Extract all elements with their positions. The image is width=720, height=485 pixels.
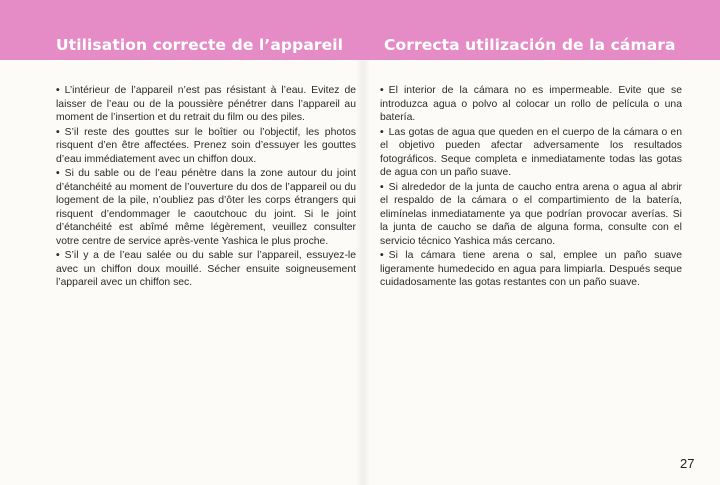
bullet-item: • El interior de la cámara no es impermeable. Evite que se introduzca agua o polvo al colocar un rollo de película o una batería. [380, 84, 682, 125]
french-text-column [56, 84, 356, 291]
bullet-item: • Si du sable ou de l’eau pénètre dans la zone autour du joint d’étanchéité au moment de l’ouverture du dos de l’appareil ou du logement de la pile, n’oubliez pas d’ôter les corps étrangers qui risquent d’endommager le caoutchouc du joint. Si le joint d’étanchéité est abîmé même légèrement, veuillez consulter votre centre de service après-vente Yashica le plus proche. [56, 167, 356, 248]
header-band [0, 0, 720, 60]
bullet-item: • Si la cámara tiene arena o sal, emplee un paño suave ligeramente humedecido en agua para limpiarla. Después seque cuidadosamente las gotas restantes con un paño suave. [380, 249, 682, 290]
spanish-text-column [380, 84, 682, 291]
bullet-item: • S’il reste des gouttes sur le boîtier ou l’objectif, les photos risquent d’en être affectées. Prenez soin d’essuyer les gouttes d’eau immédiatement avec un chiffon doux. [56, 126, 356, 167]
page-gutter [356, 60, 370, 485]
section-title-french: Utilisation correcte de l’appareil [56, 36, 344, 54]
bullet-item: • S’il y a de l’eau salée ou du sable sur l’appareil, essuyez-le avec un chiffon doux mouillé. Sécher ensuite soigneusement l’appareil avec un chiffon sec. [56, 249, 356, 290]
bullet-item: • Las gotas de agua que queden en el cuerpo de la cámara o en el objetivo pueden afectar adversamente los resultados fotográficos. Seque completa e inmediatamente todas las gotas de agua con un paño suave. [380, 126, 682, 180]
bullet-item: • Si alrededor de la junta de caucho entra arena o agua al abrir el respaldo de la cámara o el compartimiento de la batería, elimínelas inmediatamente ya que podrían provocar averías. Si la junta de caucho se daña de alguna forma, consulte con el servicio técnico Yashica más cercano. [380, 181, 682, 249]
section-title-spanish: Correcta utilización de la cámara [384, 36, 676, 54]
bullet-item: • L’intérieur de l’appareil n’est pas résistant à l’eau. Evitez de laisser de l’eau ou de la poussière pénétrer dans l’appareil au moment de l’insertion et du retrait du film ou des piles. [56, 84, 356, 125]
page-number: 27 [680, 456, 695, 471]
